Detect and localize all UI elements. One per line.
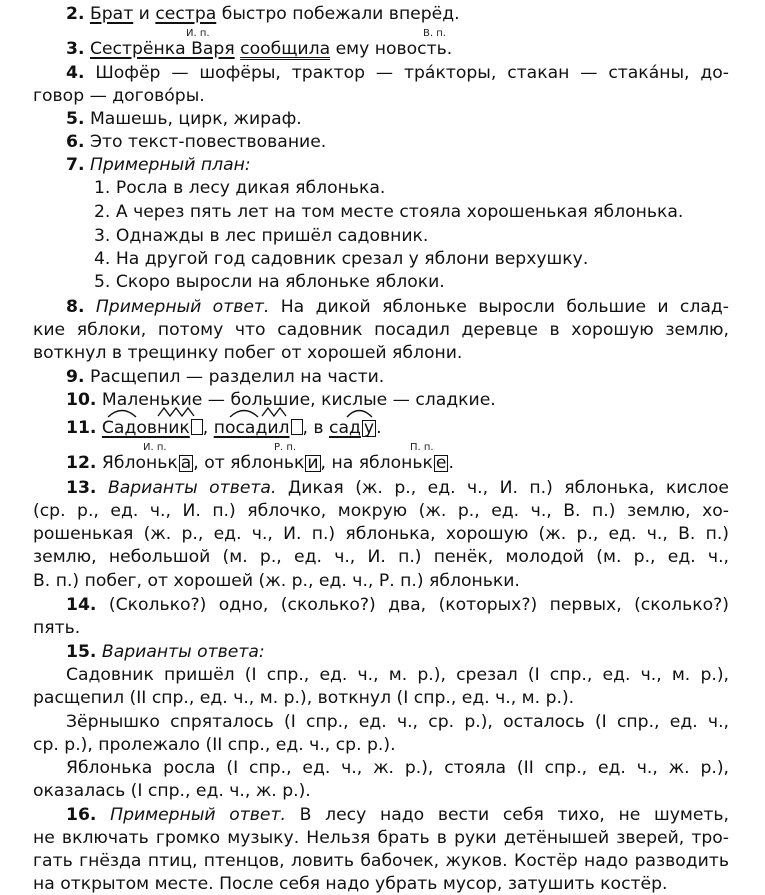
text: , [202,418,214,438]
item-number: 8. [66,297,85,317]
case-mark: И. п. [186,28,210,39]
subject-word: Сестрёнка Варя [89,39,235,59]
text: (Сколько?) одно, (сколько?) два, (которых?) первых, (сколько?) [96,595,729,615]
answer-8-cont: кие яблоки, потому что садовник посадил деревце в хорошую землю, [33,320,729,340]
text: Машешь, цирк, жираф. [89,109,302,129]
plan-item: 5. Скоро выросли на яблоньке яблоки. [94,272,445,292]
item-number: 2. [66,4,85,24]
item-number: 16. [66,805,97,825]
text: и [133,4,156,24]
item-number: 5. [66,109,85,129]
item-number: 3. [66,39,85,59]
case-mark: П. п. [410,442,434,453]
answer-15-para: расщепил (II спр., ед. ч., м. р.), воткнул (I спр., ед. ч., м. р.). [33,688,575,708]
item-number: 15. [66,642,97,662]
answer-5 [66,108,302,130]
suffix-mark [158,408,194,416]
italic-heading: Примерный ответ. [110,805,286,825]
text: , в [302,418,330,438]
text: Дикая (ж. р., ед. ч., И. п.) яблонька, кислое [276,478,729,498]
word-stem: сад [329,418,361,438]
plan-item: 4. На другой год садовник срезал у яблони верхушку. [94,249,589,269]
answer-3 [66,38,452,60]
answer-15-para: оказалась (I спр., ед. ч., ж. р.). [33,781,311,801]
text: Расщепил — разделил на части. [89,367,385,387]
text: На дикой яблоньке выросли большие и слад- [269,297,729,317]
word-with-empty-ending: Садовник [101,418,190,438]
empty-ending-box [291,419,303,435]
answer-14 [66,594,729,616]
case-mark: В. п. [423,28,446,39]
item-number: 10. [66,390,97,410]
subject-word: сестра [155,4,217,24]
item-number: 6. [66,132,85,152]
text: ему новость. [330,39,453,59]
text: быстро побежали вперёд. [216,4,460,24]
answer-2 [66,3,460,25]
answer-4-cont [33,85,205,107]
answer-14-cont: пять. [33,618,81,638]
case-mark: Р. п. [274,442,297,453]
answer-16-cont: гать гнёзда птиц, птенцов, ловить бабочек, жуков. Костёр надо разводить [33,851,729,871]
answer-16-cont: не включать громко музыку. Нельзя брать в руки детёнышей зверей, тро- [33,828,729,848]
item-number: 12. [66,453,97,473]
answer-9 [66,366,384,388]
text: . [376,418,382,438]
item-number: 14. [66,595,97,615]
answer-16-cont: на открытом месте. После себя надо убрать мусор, затушить костёр. [33,874,668,894]
italic-heading: Варианты ответа: [101,642,265,662]
answer-12 [66,452,454,474]
item-number: 11. [66,418,97,438]
answer-15-para: ср. р.), пролежало (II спр., ед. ч., ср. р.). [33,735,396,755]
suffix-mark [262,408,286,416]
ending-box: у [363,418,375,438]
text: В лесу надо вести себя тихо, не шуметь, [285,805,730,825]
text: Маленькие — большие, кислые — сладкие. [101,390,496,410]
italic-heading: Примерный ответ. [95,297,270,317]
answer-13-cont: рошенькая (ж. р., ед. ч., И. п.) яблонька, хорошую (ж. р., ед. ч., В. п.) [33,524,729,544]
answer-7 [66,154,251,176]
answer-6 [66,131,326,153]
plan-item: 2. А через пять лет на том месте стояла хорошенькая яблонька. [94,202,684,222]
answer-8 [66,296,729,318]
answer-13-cont: (ср. р., ед. ч., И. п.) яблочко, мокрую (ж. р., ед. ч., В. п.) землю, хо- [33,501,729,521]
item-number: 7. [66,155,85,175]
ending-box: е [435,453,447,473]
item-number: 9. [66,367,85,387]
plan-item: 3. Однажды в лес пришёл садовник. [94,226,429,246]
item-number: 13. [66,478,97,498]
text: , от яблоньк [193,453,305,473]
text: Это текст-повествование. [89,132,327,152]
text: говор — догово́ры. [33,86,205,106]
answer-15-para: Садовник пришёл (I спр., ед. ч., м. р.), срезал (I спр., ед. ч., м. р.), [66,665,729,685]
text: Шофёр — шофёры, трактор — тра́кторы, стакан — стака́ны, до- [95,63,729,83]
plan-item: 1. Росла в лесу дикая яблонька. [94,178,386,198]
answer-13-cont: землю, небольшой (м. р., ед. ч., И. п.) пенёк, молодой (м. р., ед. ч., [33,547,729,567]
answer-11 [66,417,382,439]
case-mark: И. п. [143,442,167,453]
word-with-empty-ending: посадил [213,418,290,438]
text: , на яблоньк [320,453,433,473]
answer-4 [66,62,729,84]
answer-15-para: Зёрнышко спряталось (I спр., ед. ч., ср. р.), осталось (I спр., ед. ч., [66,712,729,732]
answer-15 [66,641,265,663]
italic-heading: Примерный план: [89,155,251,175]
italic-heading: Варианты ответа. [107,478,277,498]
answer-15-para: Яблонька росла (I спр., ед. ч., ж. р.), стояла (II спр., ед. ч., ж. р.), [66,758,729,778]
answer-13 [66,477,729,499]
empty-ending-box [191,419,203,435]
answer-16 [66,804,729,826]
ending-box: а [180,453,192,473]
answer-13-cont: В. п.) побег, от хорошей (ж. р., ед. ч., Р. п.) яблоньки. [33,571,520,591]
predicate-word: сообщила [240,39,331,59]
item-number: 4. [66,63,85,83]
text: . [448,453,454,473]
answer-8-cont: воткнул в трещинку побег от хорошей яблони. [33,343,463,363]
ending-box: и [307,453,319,473]
subject-word: Брат [89,4,134,24]
text: Яблоньк [101,453,178,473]
